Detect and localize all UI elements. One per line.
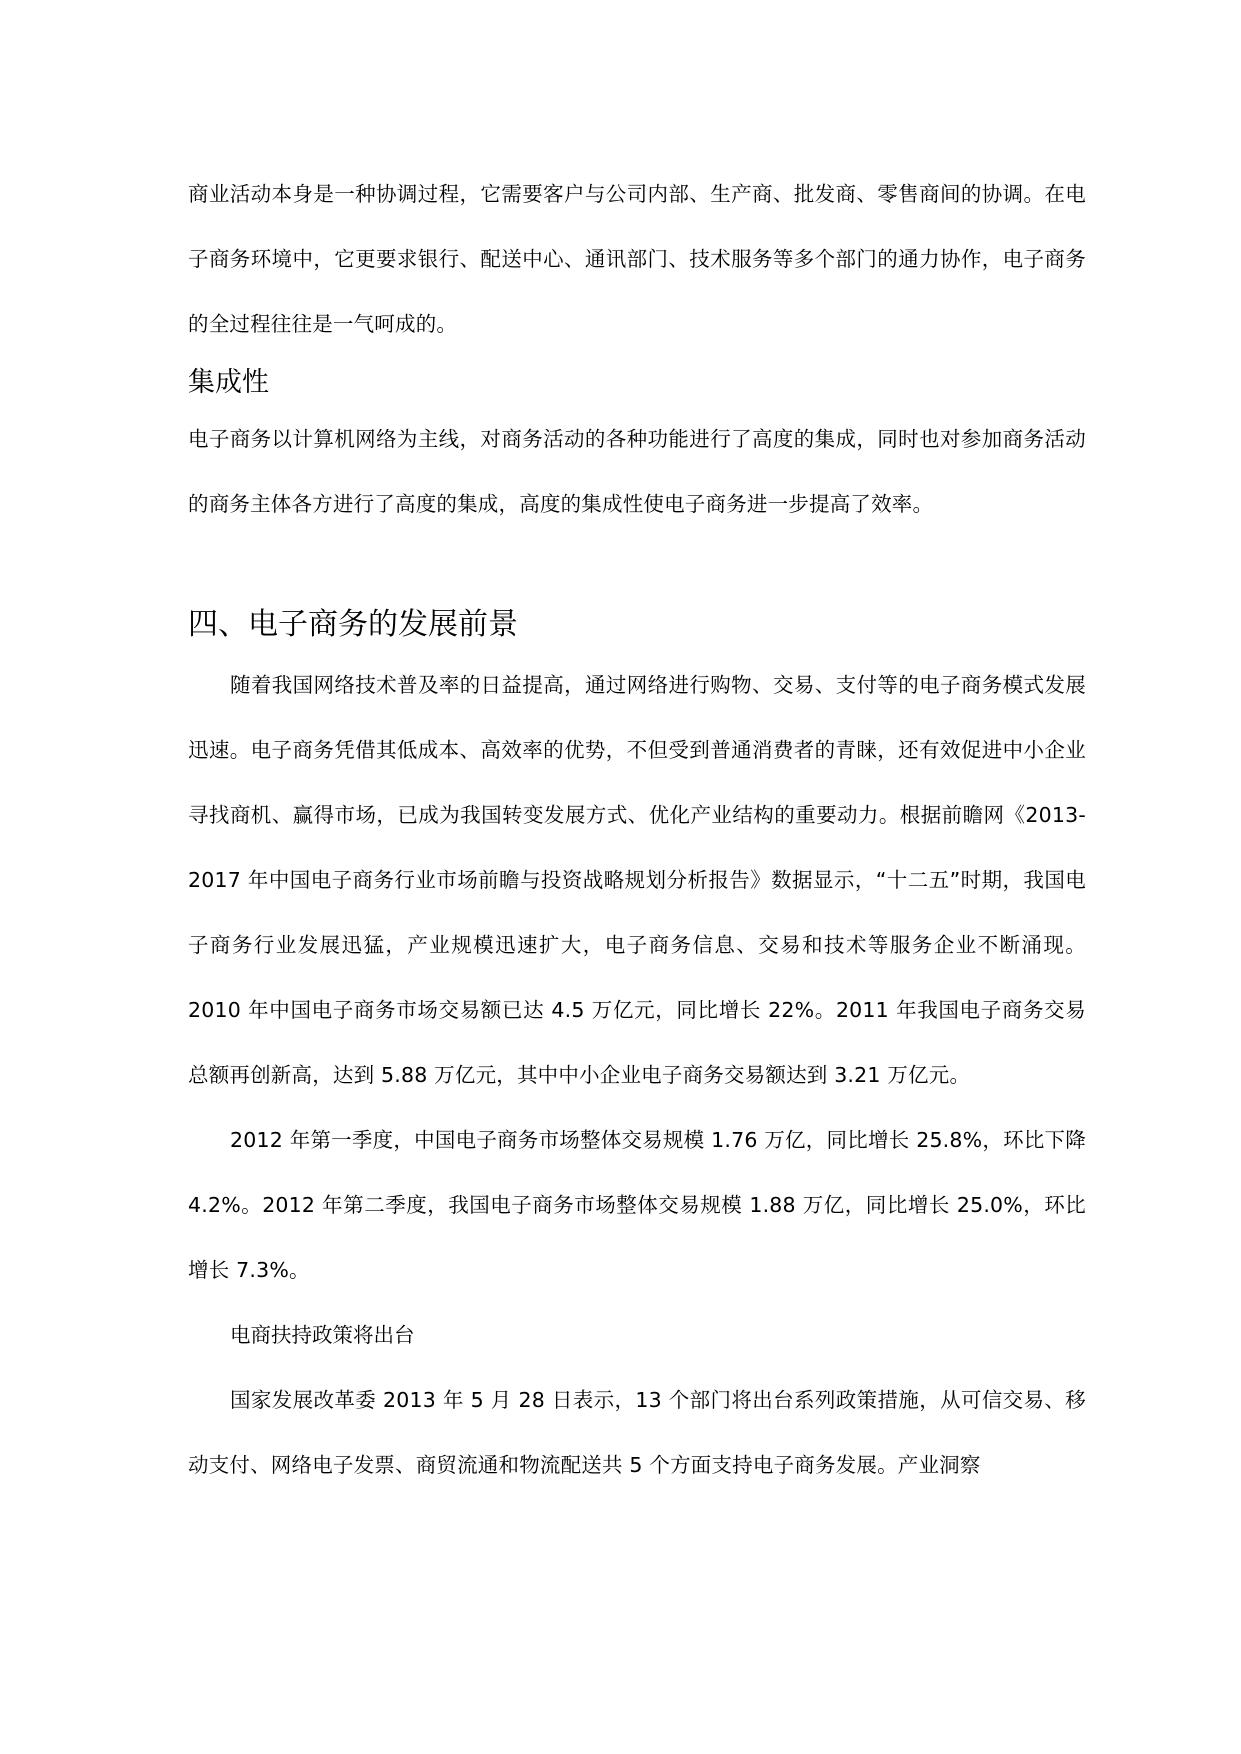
paragraph-prospects-2: 2012 年第一季度，中国电子商务市场整体交易规模 1.76 万亿，同比增长 25.8%，环比下降 4.2%。2012 年第二季度，我国电子商务市场整体交易规模 1.88 万亿，同比增长 25.0%，环比增长 7.3%。 xyxy=(188,1128,1086,1282)
paragraph-policy: 国家发展改革委 2013 年 5 月 28 日表示，13 个部门将出台系列政策措施，从可信交易、移动支付、网络电子发票、商贸流通和物流配送共 5 个方面支持电子商务发展。产业洞察 xyxy=(188,1388,1086,1477)
heading-integration: 集成性 xyxy=(188,367,269,398)
paragraph-coordination: 商业活动本身是一种协调过程，它需要客户与公司内部、生产商、批发商、零售商间的协调。在电子商务环境中，它更要求银行、配送中心、通讯部门、技术服务等多个部门的通力协作，电子商务的全过程往往是一气呵成的。 xyxy=(188,182,1086,336)
paragraph-prospects-1: 随着我国网络技术普及率的日益提高，通过网络进行购物、交易、支付等的电子商务模式发展迅速。电子商务凭借其低成本、高效率的优势，不但受到普通消费者的青睐，还有效促进中小企业寻找商机、赢得市场，已成为我国转变发展方式、优化产业结构的重要动力。根据前瞻网《2013-2017 年中国电子商务行业市场前瞻与投资战略规划分析报告》数据显示，“十二五”时期，我国电子商务行业发展迅猛，产业规模迅速扩大，电子商务信息、交易和技术等服务企业不断涌现。2010 年中国电子商务市场交易额已达 4.5 万亿元，同比增长 22%。2011 年我国电子商务交易总额再创新高，达到 5.88 万亿元，其中中小企业电子商务交易额达到 3.21 万亿元。 xyxy=(188,673,1086,1087)
subheading-policy: 电商扶持政策将出台 xyxy=(230,1323,415,1347)
document-body xyxy=(188,162,1086,1498)
paragraph-integration: 电子商务以计算机网络为主线，对商务活动的各种功能进行了高度的集成，同时也对参加商务活动的商务主体各方进行了高度的集成，高度的集成性使电子商务进一步提高了效率。 xyxy=(188,427,1086,516)
section-heading-prospects: 四、电子商务的发展前景 xyxy=(188,607,518,642)
